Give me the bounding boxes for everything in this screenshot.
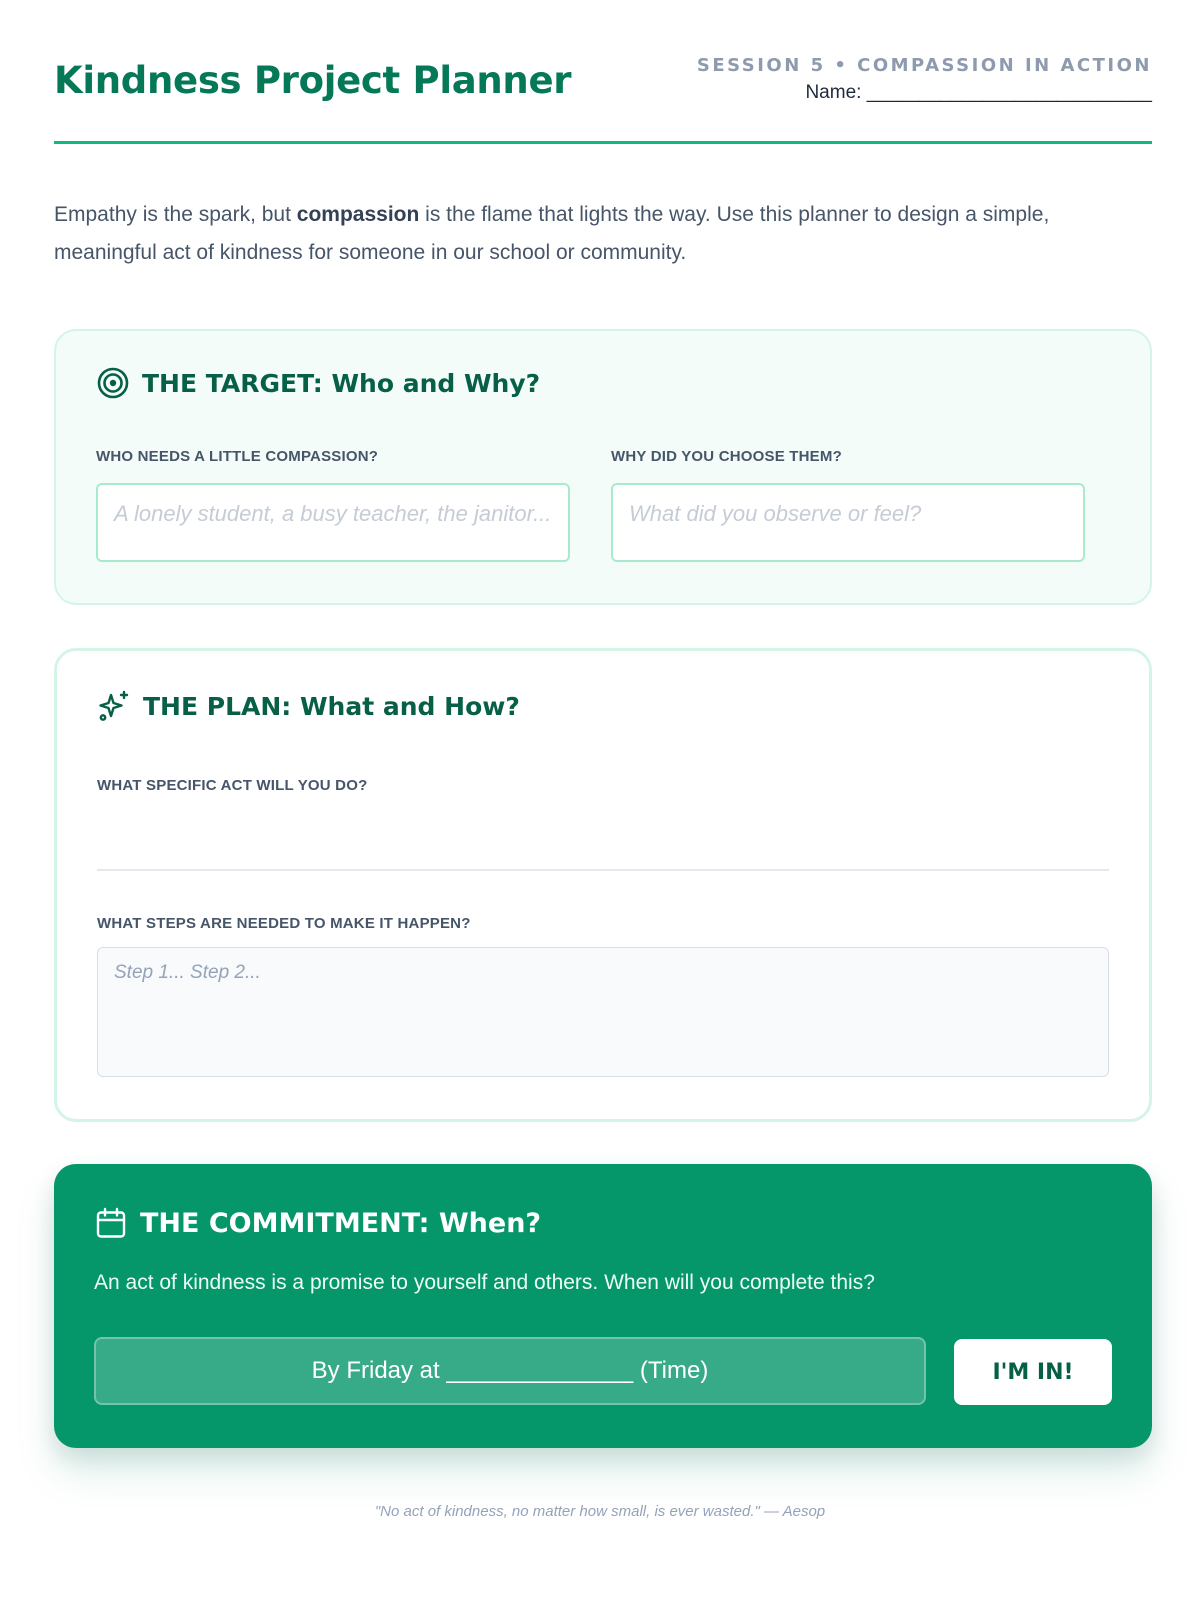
plan-heading	[97, 689, 520, 723]
intro-text-start: Empathy is the spark, but	[54, 203, 297, 226]
im-in-button[interactable]: I'M IN!	[954, 1339, 1112, 1405]
target-icon	[96, 366, 130, 400]
why-label: WHY DID YOU CHOOSE THEM?	[611, 448, 842, 465]
act-label: WHAT SPECIFIC ACT WILL YOU DO?	[97, 777, 368, 794]
intro-paragraph	[54, 196, 1152, 272]
target-card	[54, 329, 1152, 605]
commitment-time-field[interactable]: By Friday at ______________ (Time)	[94, 1337, 926, 1405]
steps-input[interactable]: Step 1... Step 2...	[97, 947, 1109, 1077]
who-label: WHO NEEDS A LITTLE COMPASSION?	[96, 448, 379, 465]
target-heading	[96, 366, 540, 400]
plan-card	[54, 648, 1152, 1122]
plan-title: THE PLAN: What and How?	[143, 691, 520, 721]
steps-label: WHAT STEPS ARE NEEDED TO MAKE IT HAPPEN?	[97, 915, 471, 932]
intro-emphasis: compassion	[296, 203, 420, 226]
commitment-title: THE COMMITMENT: When?	[140, 1207, 542, 1239]
commitment-card	[54, 1164, 1152, 1448]
calendar-icon	[94, 1206, 128, 1240]
who-input[interactable]: A lonely student, a busy teacher, the janitor...	[96, 483, 570, 562]
header-meta	[697, 55, 1152, 104]
page-header	[54, 48, 1152, 144]
target-title: THE TARGET: Who and Why?	[142, 368, 541, 398]
session-label: SESSION 5 • COMPASSION IN ACTION	[696, 55, 1152, 76]
why-input[interactable]: What did you observe or feel?	[611, 483, 1085, 562]
page-title: Kindness Project Planner	[54, 59, 572, 102]
name-field[interactable]: Name: ___________________________	[805, 82, 1152, 103]
act-input-line[interactable]	[97, 869, 1109, 871]
commitment-text: An act of kindness is a promise to yourself and others. When will you complete this?	[94, 1271, 875, 1294]
commitment-heading	[94, 1206, 541, 1240]
sparkles-icon	[97, 689, 131, 723]
footer-quote: "No act of kindness, no matter how small, is ever wasted." — Aesop	[374, 1503, 826, 1520]
intro-text-end: is the flame that lights the way. Use this planner to design a simple, meaningful act of kindness for someone in our school or community.	[54, 203, 1050, 264]
